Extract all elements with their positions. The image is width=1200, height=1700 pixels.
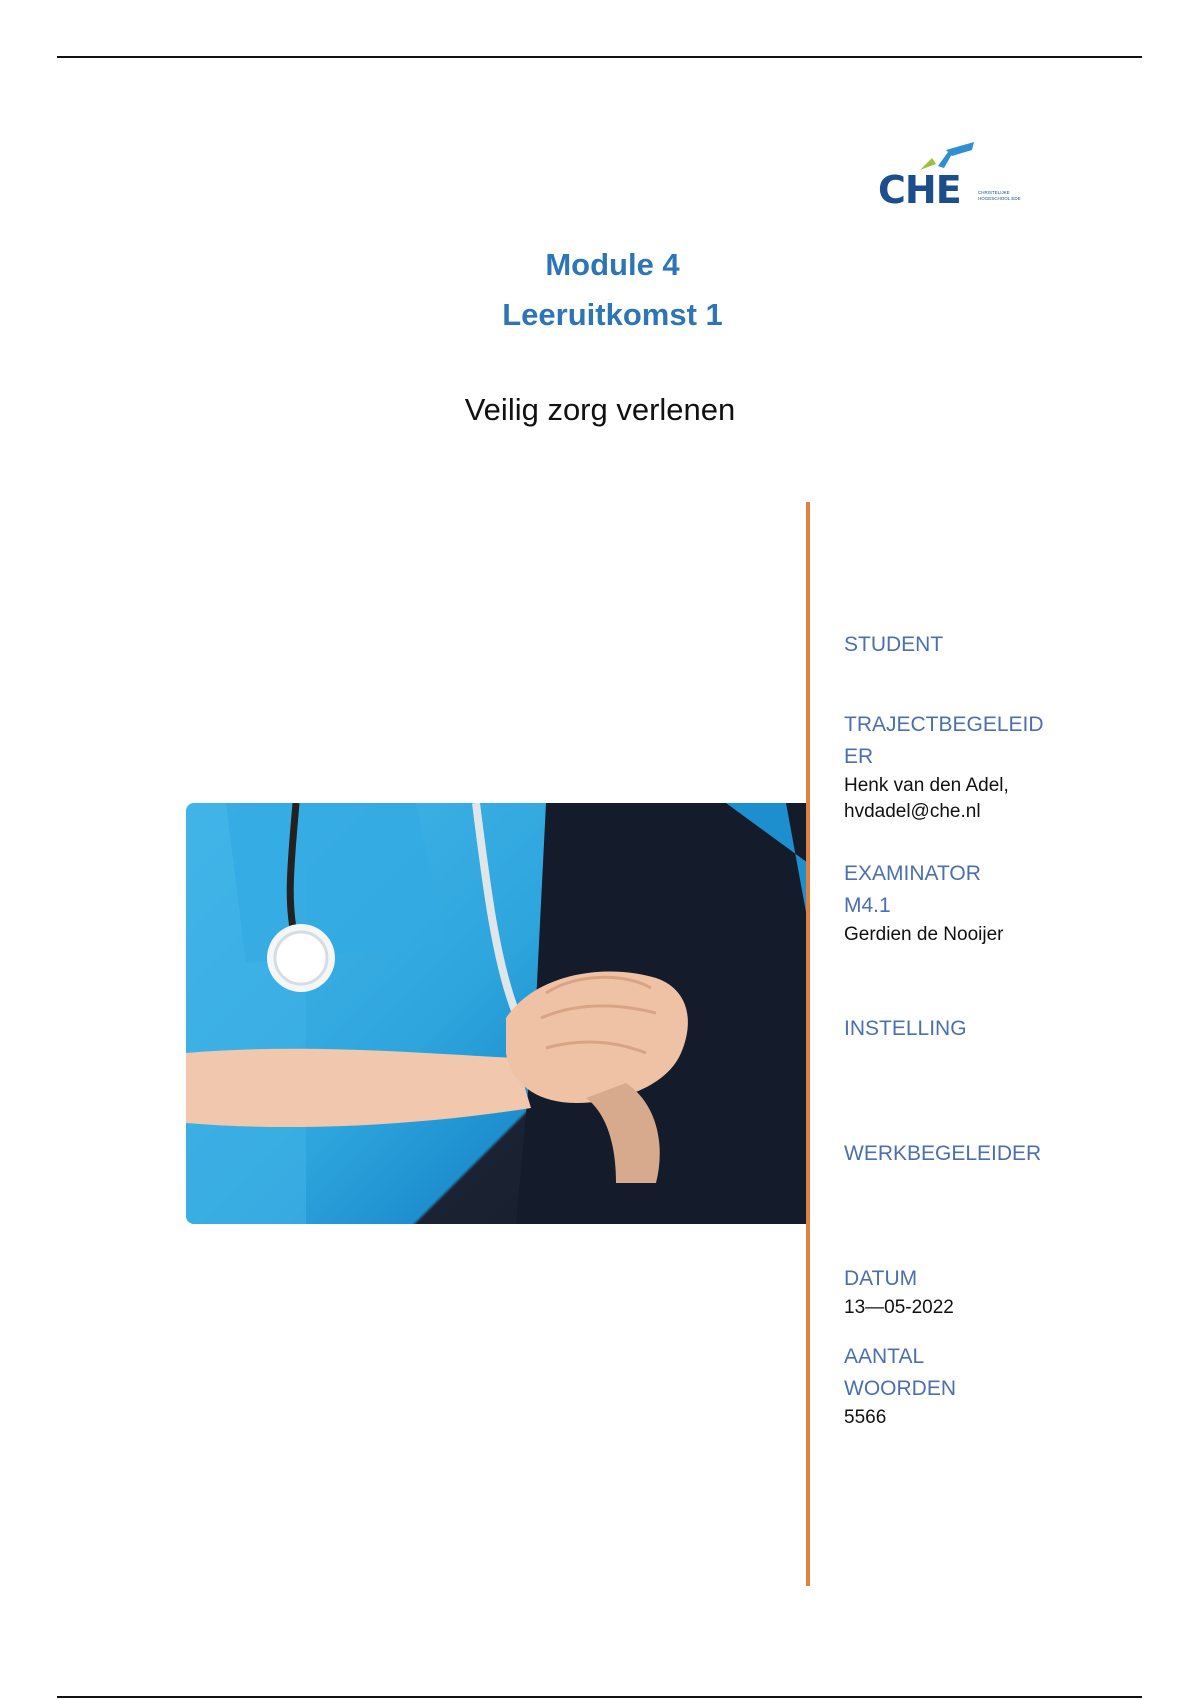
trajectbegeleider-field [844,709,1054,825]
examinator-field [844,858,1054,948]
che-logo [878,140,1028,220]
werkbegeleider-field [844,1138,1054,1170]
instelling-label: INSTELLING [844,1017,967,1040]
instelling-field [844,1013,1054,1045]
trajectbegeleider-name: Henk van den Adel, [844,775,1009,796]
aantal-woorden-field [844,1341,1054,1431]
module-title: Module 4 [545,247,680,282]
trajectbegeleider-email: hvdadel@che.nl [844,801,981,822]
trajectbegeleider-label-line1: TRAJECTBEGELEID [844,713,1044,736]
examinator-name: Gerdien de Nooijer [844,924,1004,945]
nurse-holding-hand-image [186,803,808,1224]
datum-label: DATUM [844,1267,918,1290]
student-field [844,629,1054,661]
aantal-woorden-value: 5566 [844,1407,887,1428]
title-block [0,240,1200,340]
logo-text: CHE [878,168,961,212]
datum-value: 13—05-2022 [844,1297,954,1318]
aantal-woorden-label-line1: AANTAL [844,1345,925,1368]
orange-divider-line [806,502,810,1586]
datum-field [844,1263,1054,1321]
document-subtitle: Veilig zorg verlenen [464,392,736,427]
aantal-woorden-label-line2: WOORDEN [844,1377,956,1400]
top-rule [57,56,1142,58]
trajectbegeleider-label-line2: ER [844,745,874,768]
examinator-label-line2: M4.1 [844,894,891,917]
werkbegeleider-label: WERKBEGELEIDER [844,1142,1042,1165]
student-label: STUDENT [844,633,944,656]
examinator-label-line1: EXAMINATOR [844,862,981,885]
logo-subtext: CHRISTELIJKE HOGESCHOOL EDE [978,190,1021,201]
leeruitkomst-title: Leeruitkomst 1 [502,297,723,332]
bottom-rule [57,1696,1142,1698]
